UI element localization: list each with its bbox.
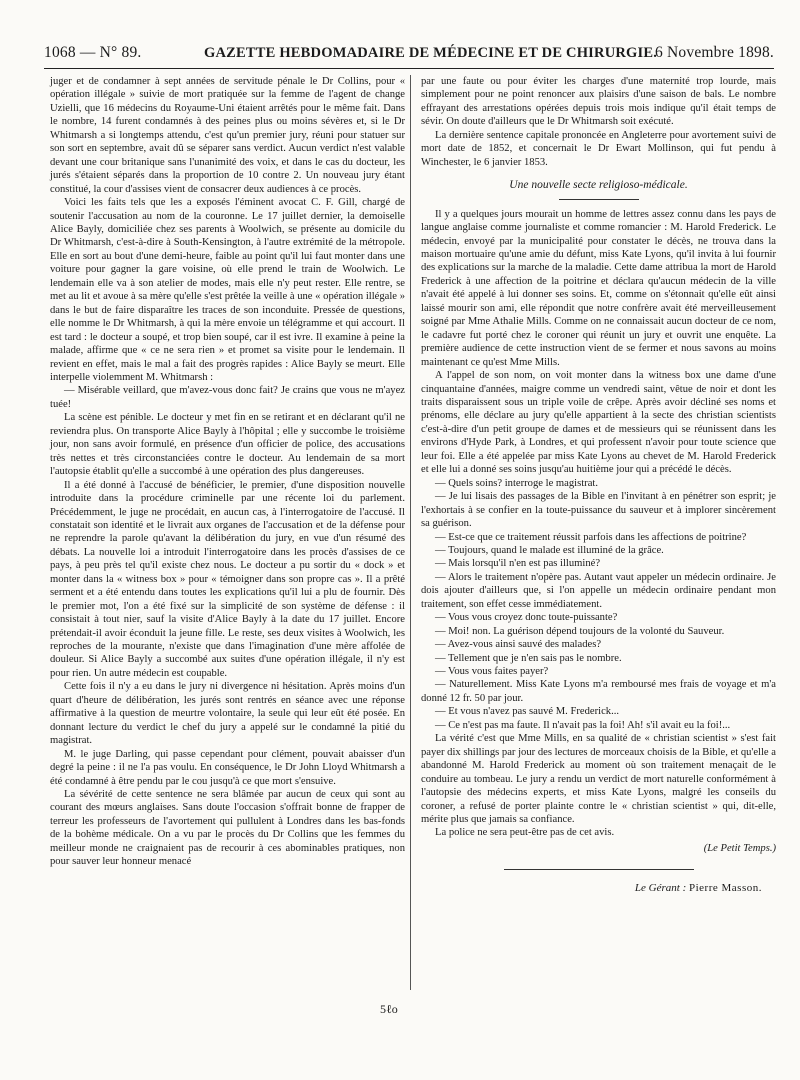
left-column <box>50 75 405 869</box>
section-title: Une nouvelle secte religioso-médicale. <box>509 179 688 192</box>
dialogue-line: — Est-ce que ce traitement réussit parfois dans les affections de poitrine? <box>435 531 747 543</box>
page-header <box>44 42 774 69</box>
source-credit: (Le Petit Temps.) <box>703 842 776 854</box>
paragraph: juger et de condamner à sept années de servitude pénale le Dr Collins, pour « opération illégale » suivie de mort pratiquée sur la femme de l'agent de change Uzielli, que 16 médecins du Royaume-Uni étaient arrêtés pour le même fait. Dans le nombre, 14 furent condamnés à des peines plus ou moins sévères et, si le Dr Whitmarsh a si longtemps attendu, c'est qu'un premier jury, réuni pour statuer sur son sort en septembre, avait dû se séparer sans verdict. Aucun verdict n'est valable devant une cour britanique sans l'unanimité des voix, et dans le cas du docteur, les jurés s'étaient séparés dans la proportion de 10 contre 2. Un nouveau jury étant constitué, la cour d'assises vient de consacrer deux audiences à ce procès. <box>50 76 405 195</box>
dialogue-line: — Quels soins? interroge le magistrat. <box>435 477 598 489</box>
publisher-signature <box>421 882 762 895</box>
dialogue-line: — Je lui lisais des passages de la Bible en l'invitant à en pénétrer son esprit; je l'exhortais à se confier en la toute-puissance du sauveur et à implorer sincèrement sa guérison. <box>421 491 776 530</box>
dialogue-line: — Toujours, quand le malade est illuminé de la grâce. <box>435 544 664 556</box>
paragraph: La sévérité de cette sentence ne sera blâmée par aucun de ceux qui sont au courant des mœurs anglaises. Sans doute l'occasion s'offrait bonne de frapper de terreur les professeurs de l'avortement qui pullulent à Londres dans les bas-fonds de la bohème médicale. On a vu par le procès du Dr Collins que les femmes du meilleur monde ne craignaient pas de recourir à ces abominables pratiques, non pour sauver leur honneur menacé <box>50 789 405 868</box>
journal-title: GAZETTE HEBDOMADAIRE DE MÉDECINE ET DE CHIRURGIE. <box>204 45 658 61</box>
paragraph: La dernière sentence capitale prononcée en Angleterre pour avortement suivi de mort date de 1852, et concernait le Dr Ewart Mollinson, qui fut pendu à Winchester, le 6 janvier 1853. <box>421 129 776 168</box>
dialogue-line: — Vous vous croyez donc toute-puissante? <box>435 612 618 624</box>
column-divider <box>410 75 411 990</box>
paragraph: La vérité c'est que Mme Mills, en sa qualité de « christian scientist » s'est fait payer dix shillings par jour des lectures de morceaux choisis de la Bible, et qu'elle a abandonné M. Harold Frederick au moment où son traitement menaçait de le conduire au tombeau. Le jury a rendu un verdict de mort naturelle conformément à l'autopsie des médecins experts, et miss Kate Lyons, malgré les conseils du coroner, a refusé de porter plainte contre le « christian scientist » qui, dit-elle, mérite plus que jamais sa confiance. <box>421 733 776 826</box>
section-rule <box>559 199 639 200</box>
dialogue-line: — Mais lorsqu'il n'en est pas illuminé? <box>435 558 601 570</box>
gerant-name: Pierre Masson. <box>689 882 762 895</box>
dialogue-line: — Naturellement. Miss Kate Lyons m'a remboursé mes frais de voyage et m'a donné 12 fr. 50 par jour. <box>421 679 776 704</box>
paragraph: La police ne sera peut-être pas de cet avis. <box>435 827 615 839</box>
dialogue-line: — Moi! non. La guérison dépend toujours de la volonté du Sauveur. <box>435 625 725 637</box>
dialogue-line: — Alors le traitement n'opère pas. Autant vaut appeler un médecin ordinaire. Je dois ajouter d'ailleurs que, si l'on appelle un médecin ordinaire pendant mon traitement, son effet cesse immédiatement. <box>421 571 776 610</box>
paragraph: La scène est pénible. Le docteur y met fin en se retirant et en déclarant qu'il ne reviendra plus. On transporte Alice Bayly à l'hôpital ; elle y succombe le troisième jour, non sans avoir formulé, en présence d'un officier de police, des accusations très nettes et très circonstanciées contre le docteur. Au lendemain de sa mort l'autopsie établit qu'elle a succombé à une opération des plus dangereuses. <box>50 412 405 478</box>
issue-date: 6 Novembre 1898. <box>655 44 774 61</box>
paragraph: — Misérable veillard, que m'avez-vous donc fait? Je crains que vous ne m'ayez tuée! <box>50 385 405 410</box>
paragraph: Il a été donné à l'accusé de bénéficier, le premier, d'une disposition nouvelle introduite dans la procédure criminelle par une récente loi du parlement. Précédemment, le juge ne procédait, en aucun cas, à l'interrogatoire de l'accusé. Il constatait son identité et le livrait aux organes de l'accusation et de la défense pour ne reprendre la parole qu'avant la délibération du jury, en vue d'un résumé des débats. La nouvelle loi a introduit l'interrogatoire dans les procès d'assises de ce pays, à peu près tel qu'il existe chez nous. Le docteur a pu sortir du « dock » et monter dans la « witness box » pour « témoigner dans son propre cas ». Il a prêté serment et a été entendu dans toutes les explications qu'il lui a plu de fournir. Dès le premier mot, l'on a été fixé sur la simplicité de son système de défense : il consistait à tout nier, sauf la visite d'Alice Bayly à la date du 17 juillet. Encore prétendait-il avoir éconduit la jeune fille. Le reste, ses deux visites à Woolwich, les reproches de la mourante, n'existe que dans l'imagination d'une mère affolée de douleur. Si Alice Bayly a succombé aux suites d'une opération illégale, il n'y est pour rien. Un autre médecin est coupable. <box>50 479 405 679</box>
paragraph: par une faute ou pour éviter les charges d'une maternité trop lourde, mais simplement pour ne point renoncer aux plaisirs d'une saison de bals. Le nombre effrayant des arrestations opérées depuis trois mois indique qu'il était temps de sévir. On doute d'ailleurs que le Dr Whitmarsh soit exécuté. <box>421 76 776 128</box>
gerant-label: Le Gérant : <box>634 882 687 895</box>
page-number: 1068 — N° 89. <box>44 44 142 61</box>
right-column <box>421 75 776 896</box>
folio-mark: 5ℓo <box>380 1002 398 1016</box>
paragraph: M. le juge Darling, qui passe cependant pour clément, pouvait abaisser d'un degré la peine : il ne l'a pas voulu. En conséquence, le Dr John Lloyd Whitmarsh a été condamné à être pendu par le cou jusqu'à ce que mort s'ensuive. <box>50 748 405 787</box>
paragraph: Cette fois il n'y a eu dans le jury ni divergence ni hésitation. Après moins d'un quart d'heure de délibération, les jurés sont rentrés en séance avec une réponse affirmative à la question de meurtre volontaire, la seule qui leur eût été posée. En donnant lecture du verdict le chef du jury a appelé sur le condamné la pitié du magistrat. <box>50 681 405 747</box>
paragraph: A l'appel de son nom, on voit monter dans la witness box une dame d'une cinquantaine d'années, maigre comme un vendredi saint, vêtue de noir et dont les traits disparaissent sous un triple voile de crêpe. Après avoir décliné ses noms et prénoms, elle déclare au jury qu'elle appartient à la secte des christian scientists c'est-à-dire d'un petit groupe de dames et de messieurs qui se réunissent dans les environs d'Hyde Park, à Londres, et qui professent n'avoir pour toute science que leur foi. Elle a été appelée par miss Kate Lyons au chevet de M. Harold Frederick et elle lui a donné ses soins jusqu'au huitième jour qui a précédé le décès. <box>421 370 776 476</box>
dialogue-line: — Tellement que je n'en sais pas le nombre. <box>435 652 622 664</box>
dialogue-line: — Ce n'est pas ma faute. Il n'avait pas la foi! Ah! s'il avait eu la foi!... <box>435 719 731 731</box>
dialogue-line: — Vous vous faites payer? <box>435 666 549 678</box>
closing-rule <box>504 869 694 870</box>
paragraph: Il y a quelques jours mourait un homme de lettres assez connu dans les pays de langue anglaise comme journaliste et comme romancier : M. Harold Frederick. Le médecin, envoyé par la municipalité pour constater le décès, ne trouva dans la maison mortuaire qu'une amie du défunt, miss Kate Lyons, qu'il invita à lui fournir des explications sur la marche de la maladie. Cette dame attribua la mort de Harold Frederick à une affection de la poitrine et déclara qu'aucun médecin de la ville n'avait été appelé à lui donner ses soins. Et, comme on s'étonnait qu'elle eût ainsi laissé mourir son ami, elle répondit que notre confrère avait été merveilleusement soigné par Mme Athalie Mills. Comme on ne connaissait aucun docteur de ce nom, le cadavre fut porté chez le coroner qui réunit un jury et ouvrit une enquête. La première audience de cette instruction vient de se fermer et nous savons au moins maintenant ce qu'est Mme Mills. <box>421 208 776 368</box>
paragraph: Voici les faits tels que les a exposés l'éminent avocat C. F. Gill, chargé de soutenir l'accusation au nom de la couronne. Le 17 juillet dernier, la demoiselle Alice Bayly, domiciliée chez ses parents à Woolwich, se présente au domicile du Dr Whitmarsh, c'est-à-dire à South-Kensington, à l'autre extrémité de la métropole. Elle en sort au bout d'une demi-heure, faible au point qu'il lui faut monter dans une voiture pour gagner la gare voisine, où elle prend le train de Woolwich. Le lendemain elle va à son atelier de modes, mais elle n'y peut rester. Elle rentre, se met au lit et avoue à sa mère qu'elle s'est prêtée la veille à une « opération illégale » dans le but de faire disparaître les traces de son inconduite. Pressée de questions, elle nomme le Dr Whitmarsh, à qui la mère envoie un télégramme et qui accourt. Il est tard : le docteur a soupé, et trop bien soupé, car il est ivre. Il examine à peine la malade, affirme que « ce ne sera rien » et promet sa visite pour le lendemain. Il revient en effet, mais le mal a fait des progrès rapides : Alice Bayly se meurt. Elle interpelle violemment M. Whitmarsh : <box>50 197 405 383</box>
dialogue-line: — Avez-vous ainsi sauvé des malades? <box>435 639 602 651</box>
dialogue-line: — Et vous n'avez pas sauvé M. Frederick... <box>435 706 620 718</box>
